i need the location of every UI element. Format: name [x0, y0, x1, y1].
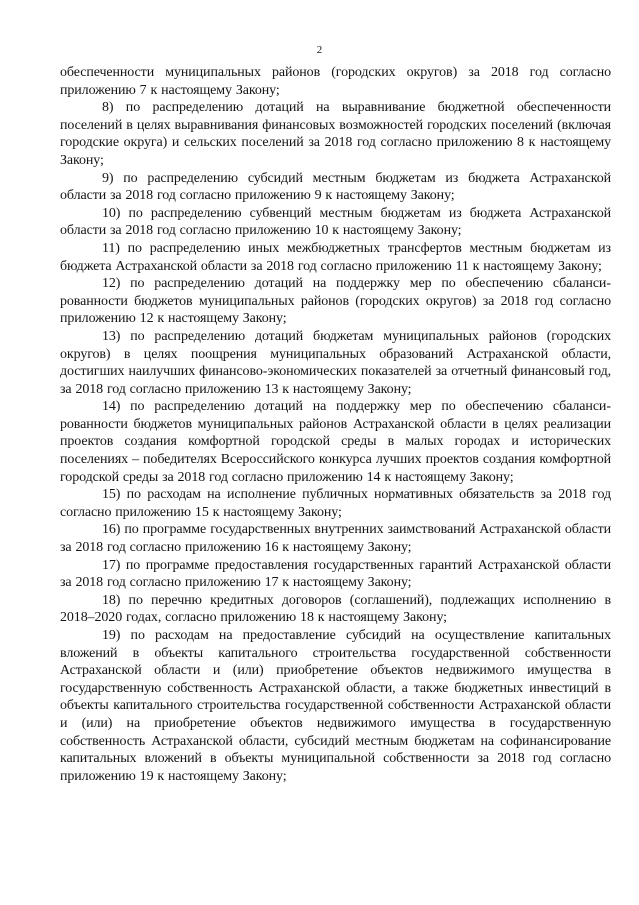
paragraph-item-16: 16) по программе государственных внутренних заимствований Астраханской области за 2018 год согласно приложению 16 к настоящему Закону; [60, 522, 611, 556]
paragraph-item-18: 18) по перечню кредитных договоров (соглашений), подлежащих исполнению в 2018–2020 годах, согласно приложению 18 к настоящему Закону; [60, 592, 611, 626]
paragraph-item-19: 19) по расходам на предоставление субсидий на осуществление капитальных вложений в объекты капитального строительства государственной собственности Астраханской области и (или) приобретение объектов недвижимого имущества в государственную собственность Астраханской области, а также бюджетных инвестиций в объекты капитального строительства государственной собственности Астраханской области и (или) на приобретение объектов недвижимого имущества в государственную собственность Астраханской области, субсидий местным бюджетам на софинансирование капитальных вложений в объекты муниципальной собственности за 2018 год согласно приложению 19 к настоящему Закону; [60, 628, 611, 784]
paragraph-item-9: 9) по распределению субсидий местным бюджетам из бюджета Астраханской области за 2018 год согласно приложению 9 к настоящему Закону; [60, 170, 611, 204]
paragraph-item-17: 17) по программе предоставления государственных гарантий Астраханской области за 2018 год согласно приложению 17 к настоящему Закону; [60, 557, 611, 591]
paragraph-continuation: обеспеченности муниципальных районов (городских округов) за 2018 год согласно приложению 7 к настоящему Закону; [60, 65, 611, 98]
paragraph-item-12: 12) по распределению дотаций на поддержку мер по обеспечению сбалансированности бюджетов муниципальных районов (городских округов) за 2018 год согласно приложению 12 к настоящему Закону; [60, 276, 611, 327]
document-body [60, 64, 611, 785]
paragraph-item-15: 15) по расходам на исполнение публичных нормативных обязательств за 2018 год согласно приложению 15 к настоящему Закону; [60, 487, 611, 520]
paragraph-item-14: 14) по распределению дотаций на поддержку мер по обеспечению сбалансированности бюджетов муниципальных районов Астраханской области в целях реализации проектов создания комфортной городской среды в малых городах и исторических поселениях – победителях Всероссийского конкурса лучших проектов создания комфортной городской среды за 2018 год согласно приложению 14 к настоящему Закону; [60, 399, 611, 485]
paragraph-item-10: 10) по распределению субвенций местным бюджетам из бюджета Астраханской области за 2018 год согласно приложению 10 к настоящему Закону; [60, 205, 611, 239]
page-number: 2 [316, 44, 323, 56]
paragraph-item-13: 13) по распределению дотаций бюджетам муниципальных районов (городских округов) в целях поощрения муниципальных образований Астраханской области, достигших наилучших финансово-экономических показателей за отчетный финансовый год, за 2018 год согласно приложению 13 к настоящему Закону; [60, 328, 611, 397]
paragraph-item-8: 8) по распределению дотаций на выравнивание бюджетной обеспеченности поселений в целях выравнивания финансовых возможностей городских поселений (включая городские округа) и сельских поселений за 2018 год согласно приложению 8 к настоящему Закону; [60, 100, 611, 168]
paragraph-item-11: 11) по распределению иных межбюджетных трансфертов местным бюджетам из бюджета Астраханской области за 2018 год согласно приложению 11 к настоящему Закону; [60, 240, 611, 274]
